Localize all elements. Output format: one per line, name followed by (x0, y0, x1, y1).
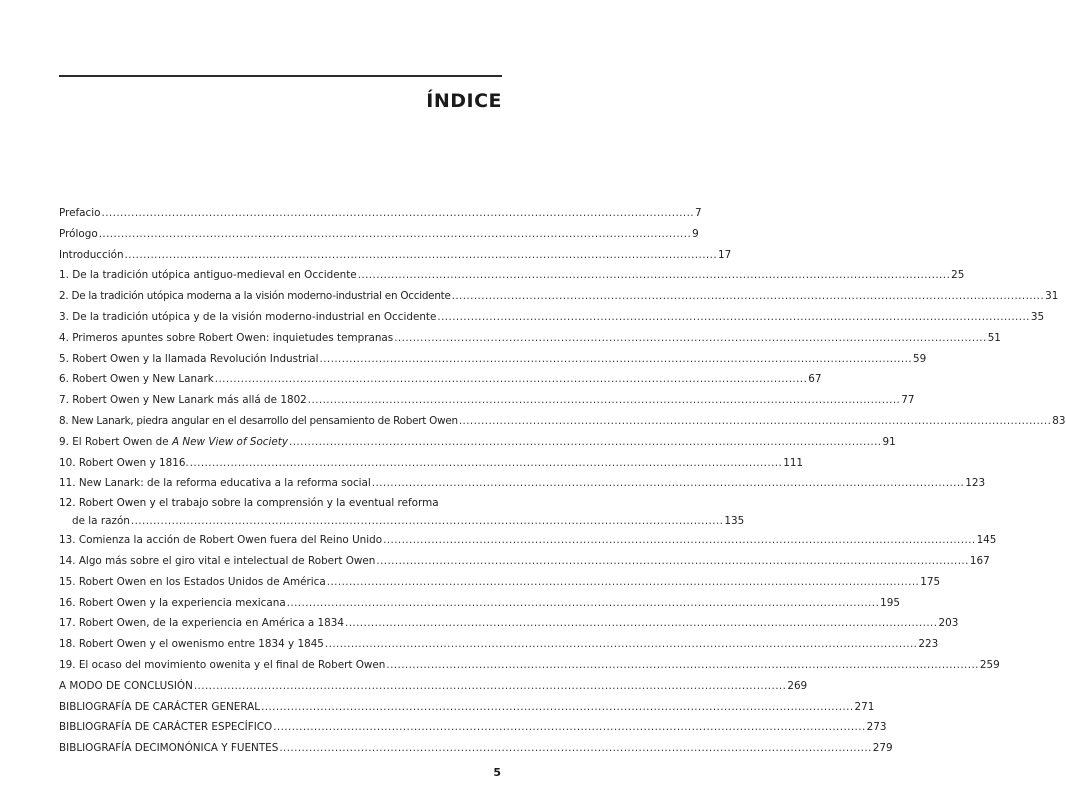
toc-entry-page: 77 (901, 394, 915, 407)
toc-entry-title: BIBLIOGRAFÍA DE CARÁCTER ESPECÍFICO (59, 721, 273, 734)
toc-entry-title: 5. Robert Owen y la llamada Revolución Industrial (59, 352, 319, 365)
toc-entry-conclusion[interactable] (59, 676, 808, 697)
toc-entry-title: BIBLIOGRAFÍA DE CARÁCTER GENERAL (59, 700, 261, 713)
toc-entry-page: 273 (866, 721, 887, 734)
dot-leader: ................................................................................................................................................................ (451, 290, 1045, 303)
toc-entry-page: 35 (1030, 310, 1045, 323)
dot-leader: ................................................................................................................................................................ (326, 575, 920, 588)
book-title-italic: A New View of Society (171, 435, 289, 448)
toc-entry-title (59, 432, 288, 453)
toc-entry-title: 7. Robert Owen y New Lanark más allá de 1802 (59, 394, 307, 407)
dot-leader: ................................................................................................................................................................ (286, 596, 880, 609)
dot-leader: ................................................................................................................................................................ (371, 477, 965, 490)
dot-leader: ................................................................................................................................................................ (394, 331, 987, 344)
toc-entry-title-continued: de la razón (72, 515, 130, 528)
toc-entry-introduccion[interactable] (59, 245, 732, 266)
toc-entry-chapter-13[interactable] (59, 530, 997, 551)
toc-entry-title: 18. Robert Owen y el owenismo entre 1834 y 1845 (59, 638, 324, 651)
toc-entry-title: 10. Robert Owen y 1816. (59, 456, 189, 469)
toc-entry-chapter-15[interactable] (59, 572, 941, 593)
toc-entry-chapter-6[interactable] (59, 369, 822, 390)
dot-leader: ................................................................................................................................................................ (376, 554, 969, 567)
toc-entry-page: 269 (787, 679, 808, 692)
toc-entry-page: 167 (969, 554, 990, 567)
dot-leader: ................................................................................................................................................................ (273, 721, 866, 734)
toc-entry-title: 19. El ocaso del movimiento owenita y el final de Robert Owen (59, 658, 386, 671)
toc-entry-page: 31 (1045, 290, 1059, 303)
dot-leader: ................................................................................................................................................................ (279, 742, 872, 755)
toc-entry-title: Introducción (59, 248, 124, 261)
toc-entry-page: 25 (951, 269, 965, 282)
toc-entry-chapter-17[interactable] (59, 613, 959, 634)
toc-entry-title: 2. De la tradición utópica moderna a la visión moderno-industrial en Occidente (59, 290, 451, 303)
toc-entry-title: 15. Robert Owen en los Estados Unidos de América (59, 575, 326, 588)
toc-entry-page: 145 (976, 534, 997, 547)
toc-entry-title: BIBLIOGRAFÍA DECIMONÓNICA Y FUENTES (59, 742, 279, 755)
toc-entry-title: 6. Robert Owen y New Lanark (59, 373, 214, 386)
toc-entry-page: 195 (880, 596, 901, 609)
toc-entry-title: 17. Robert Owen, de la experiencia en América a 1834 (59, 617, 344, 630)
dot-leader: ................................................................................................................................................................ (319, 352, 912, 365)
toc-entry-page: 17 (718, 248, 732, 261)
toc-entry-page: 51 (987, 331, 1001, 344)
toc-entry-page: 279 (872, 742, 893, 755)
toc-entry-bibliography-sources[interactable] (59, 738, 893, 759)
toc-entry-chapter-4[interactable] (59, 328, 1001, 349)
toc-entry-chapter-2[interactable] (59, 286, 1059, 307)
dot-leader: ................................................................................................................................................................ (386, 658, 979, 671)
dot-leader: ................................................................................................................................................................ (98, 227, 692, 240)
dot-leader: ................................................................................................................................................................ (261, 700, 854, 713)
toc-entry-prologo[interactable] (59, 224, 699, 245)
toc-entry-chapter-10[interactable] (59, 453, 804, 474)
dot-leader: ................................................................................................................................................................ (458, 414, 1052, 427)
toc-entry-chapter-12[interactable] (59, 494, 745, 530)
toc-entry-page: 7 (694, 207, 702, 219)
toc-entry-bibliography-specific[interactable] (59, 717, 887, 738)
toc-entry-title: 11. New Lanark: de la reforma educativa a la reforma social (59, 477, 371, 490)
toc-entry-page: 59 (913, 352, 927, 365)
toc-entry-page: 111 (783, 456, 804, 469)
dot-leader: ................................................................................................................................................................ (193, 679, 787, 692)
table-of-contents (59, 203, 1066, 759)
toc-entry-title: 14. Algo más sobre el giro vital e intelectual de Robert Owen (59, 554, 376, 567)
toc-entry-chapter-16[interactable] (59, 593, 901, 614)
toc-entry-chapter-8[interactable] (59, 411, 1066, 432)
dot-leader: ................................................................................................................................................................ (214, 373, 808, 386)
toc-entry-title: 8. New Lanark, piedra angular en el desarrollo del pensamiento de Robert Owen (59, 414, 458, 427)
toc-entry-page: 223 (918, 638, 939, 651)
toc-entry-chapter-1[interactable] (59, 265, 965, 286)
toc-entry-title: 13. Comienza la acción de Robert Owen fuera del Reino Unido (59, 534, 383, 547)
toc-entry-page: 259 (979, 658, 1000, 671)
page-title: ÍNDICE (426, 90, 502, 112)
dot-leader: ................................................................................................................................................................ (383, 534, 976, 547)
dot-leader: ................................................................................................................................................................ (307, 394, 901, 407)
dot-leader: ................................................................................................................................................................ (357, 269, 951, 282)
page-number: 5 (493, 766, 501, 779)
toc-entry-title: Prólogo (59, 227, 98, 240)
toc-entry-title: 4. Primeros apuntes sobre Robert Owen: inquietudes tempranas (59, 331, 394, 344)
toc-entry-bibliography-general[interactable] (59, 697, 875, 718)
toc-entry-page: 9 (692, 227, 699, 240)
toc-entry-title: 3. De la tradición utópica y de la visión moderno-industrial en Occidente (59, 310, 437, 323)
toc-entry-chapter-14[interactable] (59, 551, 990, 572)
dot-leader: ................................................................................................................................................................ (101, 207, 694, 219)
dot-leader: ................................................................................................................................................................ (130, 515, 724, 528)
header-rule (59, 75, 502, 77)
dot-leader: ................................................................................................................................................................ (345, 617, 938, 630)
toc-entry-page: 83 (1052, 414, 1066, 427)
dot-leader: ................................................................................................................................................................ (289, 435, 882, 448)
toc-entry-chapter-7[interactable] (59, 390, 915, 411)
toc-entry-page: 91 (882, 435, 896, 448)
toc-entry-page: 175 (920, 575, 941, 588)
toc-entry-chapter-9[interactable] (59, 432, 896, 453)
dot-leader: ................................................................................................................................................................ (437, 310, 1030, 323)
dot-leader: ................................................................................................................................................................ (324, 638, 918, 651)
toc-entry-page: 135 (724, 515, 745, 528)
toc-entry-page: 123 (965, 477, 986, 490)
toc-entry-title: 12. Robert Owen y el trabajo sobre la comprensión y la eventual reforma (59, 497, 439, 510)
toc-entry-title-prefix: 9. El Robert Owen de (59, 435, 172, 448)
toc-entry-title: 1. De la tradición utópica antiguo-medieval en Occidente (59, 269, 357, 282)
toc-entry-chapter-18[interactable] (59, 634, 939, 655)
toc-entry-page: 203 (938, 617, 959, 630)
dot-leader: ................................................................................................................................................................ (189, 456, 783, 469)
toc-entry-prefacio[interactable] (59, 203, 702, 224)
toc-entry-chapter-3[interactable] (59, 307, 1045, 328)
toc-entry-page: 67 (808, 373, 822, 386)
toc-entry-chapter-19[interactable] (59, 655, 1000, 676)
toc-entry-page: 271 (854, 700, 875, 713)
toc-entry-title: Prefacio (59, 207, 101, 219)
toc-entry-title: 16. Robert Owen y la experiencia mexicana (59, 596, 286, 609)
toc-entry-chapter-5[interactable] (59, 349, 927, 370)
dot-leader: ................................................................................................................................................................ (124, 248, 718, 261)
toc-entry-chapter-11[interactable] (59, 473, 986, 494)
toc-entry-title: A MODO DE CONCLUSIÓN (59, 679, 193, 692)
